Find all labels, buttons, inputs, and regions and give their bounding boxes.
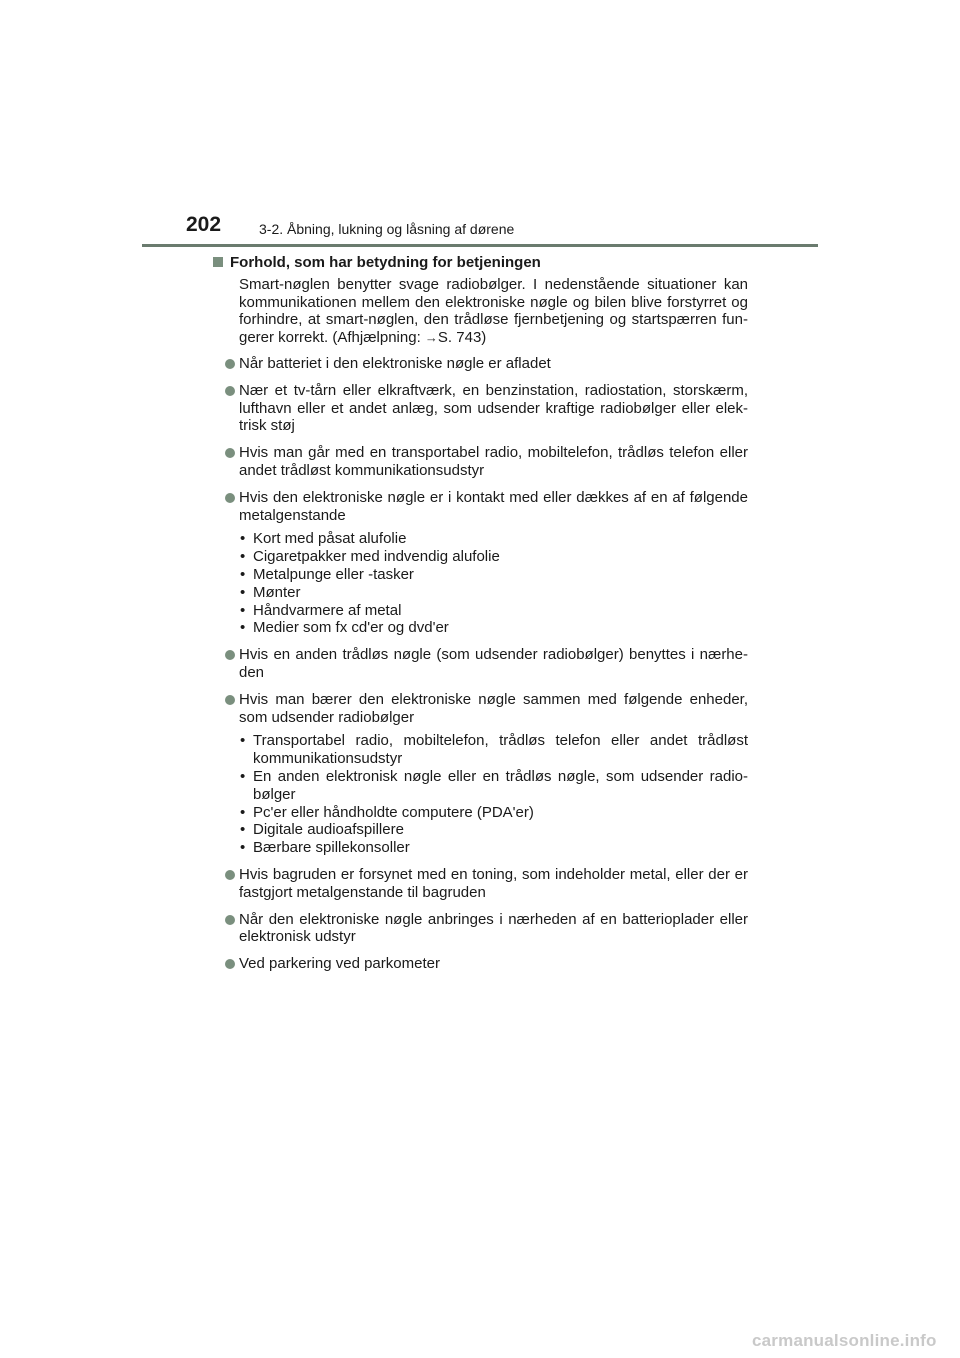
- sub-list-item: [239, 839, 748, 857]
- sub-list-item: [239, 602, 748, 620]
- round-bullet-icon: [225, 359, 235, 369]
- sub-item-text: Håndvarmere af metal: [253, 601, 402, 619]
- intro-text: Smart-nøglen benytter svage radiobølger. I nedenstående situationer kan kommunikationen mellem den elektroniske nøgle og bilen blive forstyrret og forhindre, at smart-nøglen, den trådløse fjernbetjening og startspærren fun-gerer korrekt. (Afhjælpning:: [239, 275, 748, 347]
- sub-bullet-icon: •: [240, 619, 246, 637]
- bullet-item: [213, 489, 748, 525]
- sub-item-text: Medier som fx cd'er og dvd'er: [253, 619, 449, 637]
- bullet-item: [213, 955, 748, 973]
- round-bullet-icon: [225, 959, 235, 969]
- sub-bullet-icon: •: [240, 530, 246, 548]
- sub-bullet-icon: •: [240, 565, 246, 583]
- bullet-item: [213, 444, 748, 480]
- bullet-text: Hvis en anden trådløs nøgle (som udsender radiobølger) benyttes i nærhe-den: [239, 646, 748, 681]
- round-bullet-icon: [225, 695, 235, 705]
- sub-item-text: Transportabel radio, mobiltelefon, trådløs telefon eller andet trådløst kommunikationsudstyr: [253, 732, 748, 768]
- sub-item-text: En anden elektronisk nøgle eller en trådløs nøgle, som udsender radio-bølger: [253, 767, 748, 803]
- bullet-item: [213, 382, 748, 435]
- bullet-text: Nær et tv-tårn eller elkraftværk, en benzinstation, radiostation, storskærm, lufthavn eller et andet anlæg, som udsender kraftige radiobølger eller elek-trisk støj: [239, 381, 748, 435]
- sub-item-text: Metalpunge eller -tasker: [253, 565, 414, 583]
- page-number: 202: [186, 213, 222, 236]
- round-bullet-icon: [225, 448, 235, 458]
- intro-reference: S. 743): [437, 329, 487, 347]
- sub-list-item: [239, 548, 748, 566]
- heading-text: Forhold, som har betydning for betjeningen: [230, 254, 541, 271]
- round-bullet-icon: [225, 650, 235, 660]
- sub-list: [239, 530, 748, 637]
- intro-paragraph: [239, 276, 748, 347]
- sub-item-text: Cigaretpakker med indvendig alufolie: [253, 548, 500, 566]
- sub-item-text: Pc'er eller håndholdte computere (PDA'er): [253, 803, 534, 821]
- sub-bullet-icon: •: [240, 732, 246, 750]
- sub-list-item: [239, 530, 748, 548]
- sub-item-text: Bærbare spillekonsoller: [253, 839, 410, 857]
- round-bullet-icon: [225, 386, 235, 396]
- round-bullet-icon: [225, 493, 235, 503]
- bullet-item: [213, 866, 748, 902]
- bullet-text: Når batteriet i den elektroniske nøgle er afladet: [239, 354, 551, 372]
- sub-list-item: [239, 821, 748, 839]
- sub-list-item: [239, 566, 748, 584]
- sub-list-item: [239, 584, 748, 602]
- sub-bullet-icon: •: [240, 601, 246, 619]
- square-bullet-icon: [213, 257, 223, 267]
- arrow-icon: →: [424, 330, 438, 346]
- sub-bullet-icon: •: [240, 821, 246, 839]
- sub-bullet-icon: •: [240, 803, 246, 821]
- watermark-text: carmanualsonline.info: [752, 1331, 937, 1350]
- round-bullet-icon: [225, 915, 235, 925]
- bullet-list: [213, 355, 748, 973]
- bullet-item: [213, 691, 748, 727]
- bullet-text: Hvis man går med en transportabel radio, mobiltelefon, trådløs telefon eller andet trådløst kommunikationsudstyr: [239, 444, 748, 479]
- bullet-text: Ved parkering ved parkometer: [239, 955, 440, 973]
- bullet-text: Når den elektroniske nøgle anbringes i nærheden af en batterioplader eller elektronisk udstyr: [239, 910, 748, 946]
- bullet-item: [213, 355, 748, 373]
- bullet-item: [213, 911, 748, 947]
- sub-bullet-icon: •: [240, 767, 246, 785]
- main-content: [213, 254, 748, 982]
- sub-bullet-icon: •: [240, 548, 246, 566]
- sub-list-item: [239, 768, 748, 804]
- bullet-item: [213, 646, 748, 682]
- section-title: 3-2. Åbning, lukning og låsning af dørene: [259, 221, 515, 237]
- sub-item-text: Mønter: [253, 583, 301, 601]
- sub-bullet-icon: •: [240, 839, 246, 857]
- sub-bullet-icon: •: [240, 583, 246, 601]
- sub-item-text: Digitale audioafspillere: [253, 821, 404, 839]
- sub-item-text: Kort med påsat alufolie: [253, 530, 407, 548]
- round-bullet-icon: [225, 870, 235, 880]
- sub-list: [239, 732, 748, 857]
- bullet-text: Hvis man bærer den elektroniske nøgle sammen med følgende enheder, som udsender radiobølger: [239, 690, 748, 726]
- sub-list-item: [239, 732, 748, 768]
- header-rule: [142, 244, 818, 247]
- sub-list-item: [239, 804, 748, 822]
- sub-list-item: [239, 619, 748, 637]
- bullet-text: Hvis bagruden er forsynet med en toning, som indeholder metal, eller der er fastgjort metalgenstande til bagruden: [239, 865, 748, 901]
- section-heading: [213, 254, 748, 272]
- bullet-text: Hvis den elektroniske nøgle er i kontakt med eller dækkes af en af følgende metalgenstande: [239, 488, 748, 524]
